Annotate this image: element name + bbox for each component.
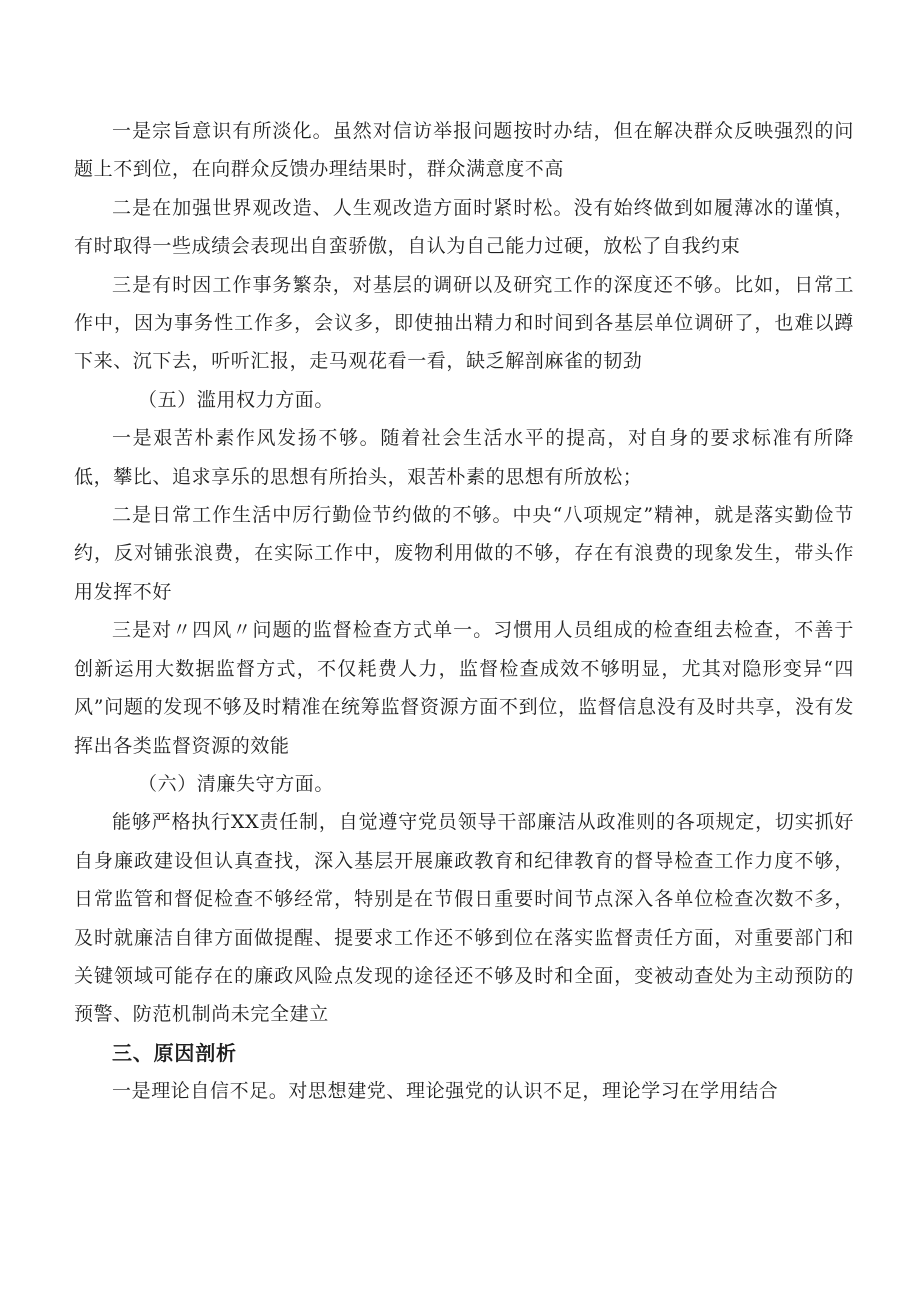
document-body (74, 112, 854, 1111)
paragraph-worldview-reform: 二是在加强世界观改造、人生观改造方面时紧时松。没有始终做到如履薄冰的谨慎，有时取得一些成绩会表现出自蛮骄傲，自认为自己能力过硬，放松了自我约束 (74, 196, 854, 258)
subheading-integrity-lapse: （六）清廉失守方面。 (138, 772, 335, 795)
subheading-abuse-of-power: （五）滥用权力方面。 (138, 388, 335, 411)
paragraph-four-winds-supervision: 三是对〃四风〃问题的监督检查方式单一。习惯用人员组成的检查组去检查，不善于创新运用大数据监督方式，不仅耗费人力，监督检查成效不够明显，尤其对隐形变异“四风”问题的发现不够及时精准在统筹监督资源方面不到位，监督信息没有及时共享，没有发挥出各类监督资源的效能 (74, 619, 854, 757)
paragraph-purpose-awareness: 一是宗旨意识有所淡化。虽然对信访举报问题按时办结，但在解决群众反映强烈的问题上不到位，在向群众反馈办理结果时，群众满意度不高 (74, 120, 854, 181)
paragraph-thrift-practice: 二是日常工作生活中厉行勤俭节约做的不够。中央“八项规定”精神，就是落实勤俭节约，反对铺张浪费，在实际工作中，废物利用做的不够，存在有浪费的现象发生，带头作用发挥不好 (74, 504, 854, 603)
paragraph-theory-confidence: 一是理论自信不足。对思想建党、理论强党的认识不足，理论学习在学用结合 (112, 1080, 779, 1103)
section-heading-cause-analysis: 三、原因剖析 (112, 1040, 237, 1065)
paragraph-frugal-style: 一是艰苦朴素作风发扬不够。随着社会生活水平的提高，对自身的要求标准有所降低，攀比、追求享乐的思想有所抬头，艰苦朴素的思想有所放松； (74, 427, 854, 488)
paragraph-grassroots-research: 三是有时因工作事务繁杂，对基层的调研以及研究工作的深度还不够。比如，日常工作中，因为事务性工作多，会议多，即使抽出精力和时间到各基层单位调研了，也难以蹲下来、沉下去，听听汇报，走马观花看一看，缺乏解剖麻雀的韧劲 (74, 273, 854, 373)
paragraph-responsibility-system: 能够严格执行XX责任制，自觉遵守党员领导干部廉洁从政准则的各项规定，切实抓好自身廉政建设但认真查找，深入基层开展廉政教育和纪律教育的督导检查工作力度不够，日常监管和督促检查不够经常，特别是在节假日重要时间节点深入各单位检查次数不多，及时就廉洁自律方面做提醒、提要求工作还不够到位在落实监督责任方面，对重要部门和关键领域可能存在的廉政风险点发现的途径还不够及时和全面，变被动查处为主动预防的预警、防范机制尚未完全建立 (74, 811, 854, 1026)
